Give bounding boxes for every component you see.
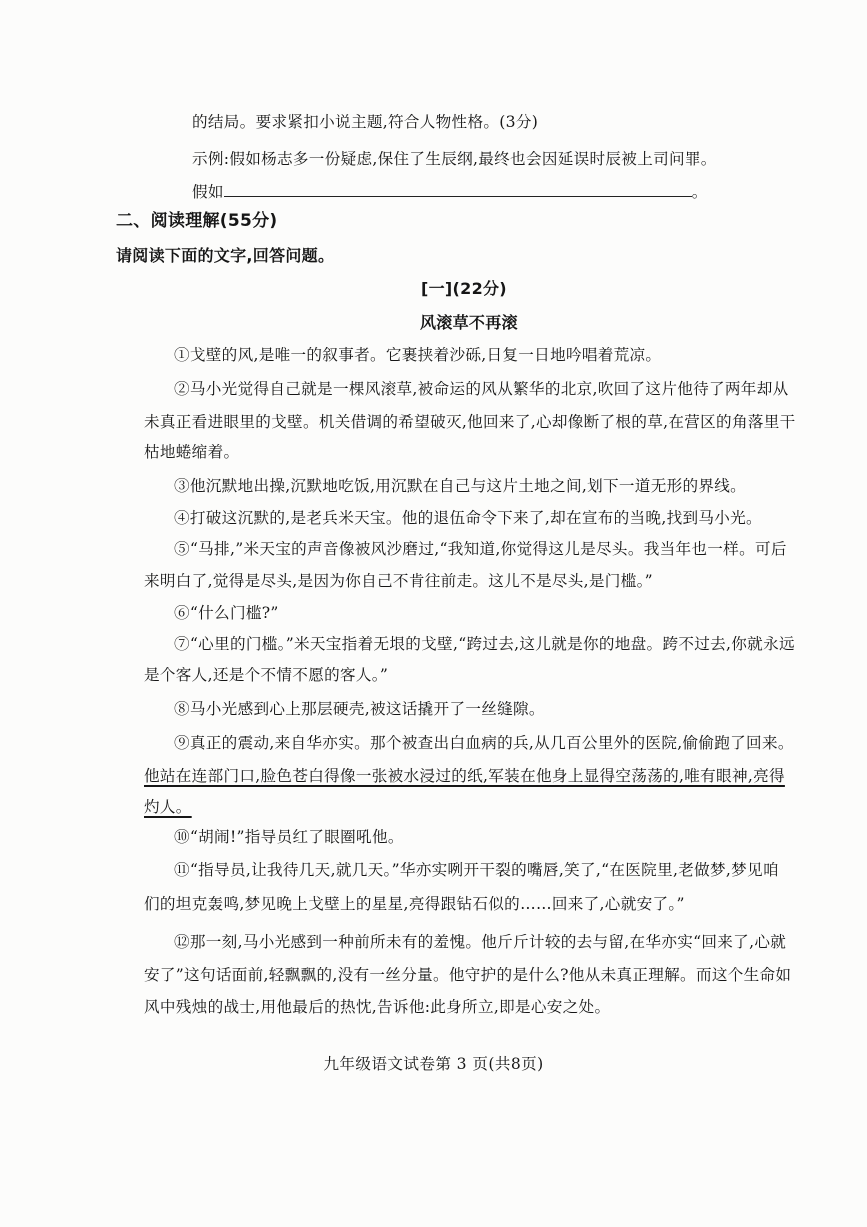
paragraph-12-line-2: 安了”这句话面前,轻飘飘的,没有一丝分量。他守护的是什么?他从未真正理解。而这个生命如 <box>144 966 792 984</box>
answer-example: 示例:假如杨志多一份疑虑,保住了生辰纲,最终也会因延误时辰被上司问罪。 <box>192 150 717 168</box>
paragraph-11-line-1: ⑪“指导员,让我待几天,就几天。”华亦实咧开干裂的嘴唇,笑了,“在医院里,老做梦,梦见咱 <box>174 861 779 879</box>
paragraph-2-line-1: ②马小光觉得自己就是一棵风滚草,被命运的风从繁华的北京,吹回了这片他待了两年却从 <box>174 380 789 398</box>
paragraph-1: ①戈壁的风,是唯一的叙事者。它裹挟着沙砾,日复一日地吟唱着荒凉。 <box>174 346 662 364</box>
paragraph-5-line-1: ⑤“马排,”米天宝的声音像被风沙磨过,“我知道,你觉得这儿是尽头。我当年也一样。可后 <box>174 540 787 558</box>
section-heading: 二、阅读理解(55分) <box>116 211 278 231</box>
answer-prefix: 假如 <box>192 183 224 201</box>
paragraph-7-line-1: ⑦“心里的门槛。”米天宝指着无垠的戈壁,“跨过去,这儿就是你的地盘。跨不过去,你就永远 <box>174 635 795 653</box>
paragraph-12-line-3: 风中残烛的战士,用他最后的热忱,告诉他:此身所立,即是心安之处。 <box>144 998 611 1016</box>
story-title: 风滚草不再滚 <box>420 313 518 332</box>
answer-suffix: 。 <box>691 183 708 201</box>
paragraph-2-line-2: 未真正看进眼里的戈壁。机关借调的希望破灭,他回来了,心却像断了根的草,在营区的角落里干 <box>144 413 796 431</box>
paragraph-9-line-2-underlined: 他站在连部门口,脸色苍白得像一张被水浸过的纸,军装在他身上显得空荡荡的,唯有眼神,亮得 <box>144 767 785 785</box>
answer-line <box>192 180 708 202</box>
answer-blank[interactable] <box>224 180 692 197</box>
question-prompt-tail: 的结局。要求紧扣小说主题,符合人物性格。(3分) <box>192 113 539 131</box>
paragraph-10: ⑩“胡闹!”指导员红了眼圈吼他。 <box>174 828 404 846</box>
paragraph-11-line-2: 们的坦克轰鸣,梦见晚上戈壁上的星星,亮得跟钻石似的……回来了,心就安了。” <box>144 895 685 913</box>
paragraph-3: ③他沉默地出操,沉默地吃饭,用沉默在自己与这片土地之间,划下一道无形的界线。 <box>174 477 747 495</box>
paragraph-4: ④打破这沉默的,是老兵米天宝。他的退伍命令下来了,却在宣布的当晚,找到马小光。 <box>174 509 762 527</box>
paragraph-12-line-1: ⑫那一刻,马小光感到一种前所未有的羞愧。他斤斤计较的去与留,在华亦实“回来了,心就 <box>174 933 787 951</box>
paragraph-9-line-1: ⑨真正的震动,来自华亦实。那个被查出白血病的兵,从几百公里外的医院,偷偷跑了回来。 <box>174 734 794 752</box>
paragraph-9-line-3-underlined: 灼人。 <box>144 798 192 816</box>
paragraph-5-line-2: 来明白了,觉得是尽头,是因为你自己不肯往前走。这儿不是尽头,是门槛。” <box>144 572 653 590</box>
paragraph-7-line-2: 是个客人,还是个不情不愿的客人。” <box>144 666 389 684</box>
section-instruction: 请阅读下面的文字,回答问题。 <box>116 246 335 265</box>
part-label: [一](22分) <box>421 279 507 298</box>
paragraph-2-line-3: 枯地蜷缩着。 <box>144 443 240 461</box>
paragraph-8: ⑧马小光感到心上那层硬壳,被这话撬开了一丝缝隙。 <box>174 700 545 718</box>
paragraph-6: ⑥“什么门槛?” <box>174 604 279 622</box>
page-footer: 九年级语文试卷第 3 页(共8页) <box>323 1055 544 1073</box>
